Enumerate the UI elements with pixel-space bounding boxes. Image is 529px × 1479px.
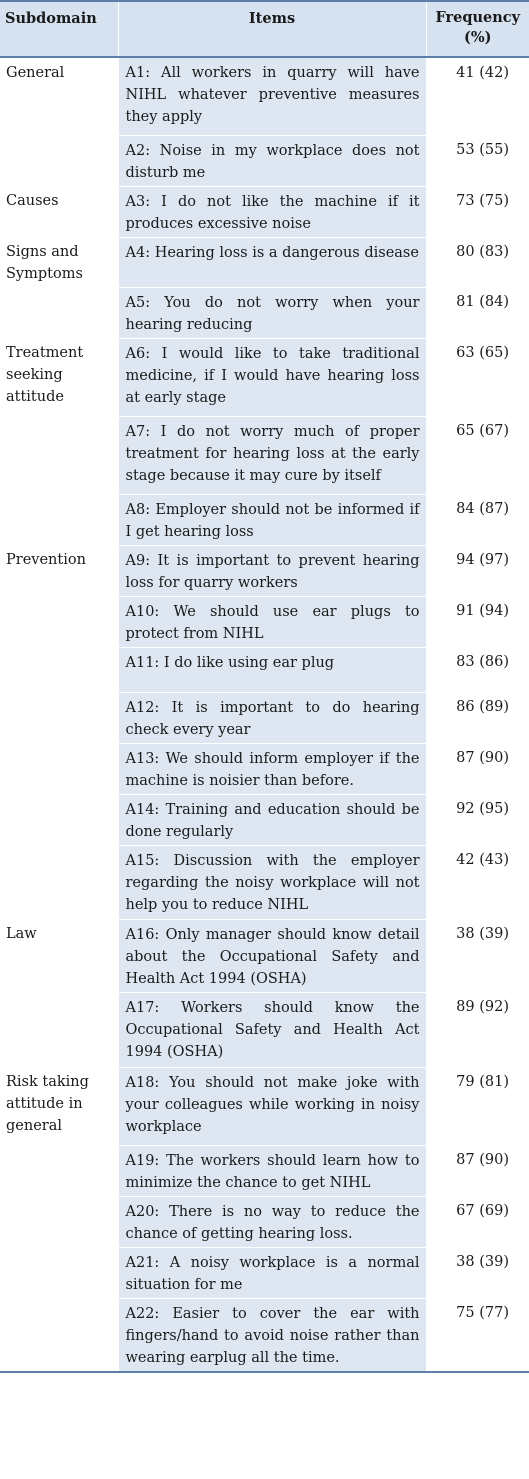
item-cell: A13: We should inform employer if the machine is noisier than before. [118, 743, 426, 794]
frequency-cell: 84 (87) [426, 494, 529, 545]
header-subdomain: Subdomain [0, 1, 118, 57]
table-row [0, 186, 529, 237]
frequency-cell: 38 (39) [426, 1247, 529, 1298]
subdomain-cell [0, 1298, 118, 1372]
frequency-cell: 87 (90) [426, 743, 529, 794]
subdomain-cell [0, 1247, 118, 1298]
frequency-cell: 92 (95) [426, 794, 529, 845]
subdomain-cell [0, 794, 118, 845]
table-row [0, 919, 529, 992]
item-cell: A19: The workers should learn how to minimize the chance to get NIHL [118, 1145, 426, 1196]
table-row [0, 692, 529, 743]
item-cell: A22: Easier to cover the ear with fingers/hand to avoid noise rather than wearing earplug all the time. [118, 1298, 426, 1372]
header-row [0, 1, 529, 57]
table-row [0, 545, 529, 596]
frequency-cell: 91 (94) [426, 596, 529, 647]
frequency-cell: 86 (89) [426, 692, 529, 743]
header-items: Items [118, 1, 426, 57]
item-cell: A17: Workers should know the Occupational Safety and Health Act 1994 (OSHA) [118, 992, 426, 1067]
subdomain-cell [0, 596, 118, 647]
subdomain-cell [0, 1145, 118, 1196]
table-row [0, 794, 529, 845]
item-cell: A2: Noise in my workplace does not disturb me [118, 135, 426, 186]
table-row [0, 743, 529, 794]
table-row [0, 494, 529, 545]
frequency-cell: 81 (84) [426, 287, 529, 338]
table-row [0, 1067, 529, 1145]
header-frequency: Frequency (%) [426, 1, 529, 57]
item-cell: A18: You should not make joke with your colleagues while working in noisy workplace [118, 1067, 426, 1145]
subdomain-cell [0, 992, 118, 1067]
item-cell: A5: You do not worry when your hearing reducing [118, 287, 426, 338]
frequency-cell: 38 (39) [426, 919, 529, 992]
table-row [0, 1196, 529, 1247]
table-row [0, 992, 529, 1067]
frequency-cell: 63 (65) [426, 338, 529, 416]
item-cell: A3: I do not like the machine if it produces excessive noise [118, 186, 426, 237]
table-row [0, 57, 529, 135]
item-cell: A7: I do not worry much of proper treatment for hearing loss at the early stage because it may cure by itself [118, 416, 426, 494]
table-row [0, 135, 529, 186]
subdomain-cell [0, 743, 118, 794]
item-cell: A15: Discussion with the employer regarding the noisy workplace will not help you to reduce NIHL [118, 845, 426, 919]
item-cell: A10: We should use ear plugs to protect from NIHL [118, 596, 426, 647]
table-row [0, 596, 529, 647]
frequency-cell: 79 (81) [426, 1067, 529, 1145]
frequency-cell: 94 (97) [426, 545, 529, 596]
subdomain-cell: Signs and Symptoms [0, 237, 118, 287]
item-cell: A4: Hearing loss is a dangerous disease [118, 237, 426, 287]
frequency-cell: 89 (92) [426, 992, 529, 1067]
subdomain-cell [0, 135, 118, 186]
item-cell: A6: I would like to take traditional medicine, if I would have hearing loss at early stage [118, 338, 426, 416]
subdomain-cell: Law [0, 919, 118, 992]
frequency-cell: 73 (75) [426, 186, 529, 237]
frequency-cell: 65 (67) [426, 416, 529, 494]
frequency-cell: 67 (69) [426, 1196, 529, 1247]
subdomain-cell: Prevention [0, 545, 118, 596]
frequency-cell: 41 (42) [426, 57, 529, 135]
table-row [0, 1298, 529, 1372]
subdomain-cell [0, 287, 118, 338]
subdomain-cell: Causes [0, 186, 118, 237]
table-row [0, 416, 529, 494]
table-header [0, 1, 529, 57]
item-cell: A16: Only manager should know detail about the Occupational Safety and Health Act 1994 (OSHA) [118, 919, 426, 992]
table-row [0, 647, 529, 692]
table-body [0, 57, 529, 1372]
subdomain-cell [0, 1196, 118, 1247]
table-row [0, 1247, 529, 1298]
frequency-cell: 83 (86) [426, 647, 529, 692]
frequency-cell: 75 (77) [426, 1298, 529, 1372]
subdomain-cell [0, 494, 118, 545]
subdomain-cell: Treatment seeking attitude [0, 338, 118, 416]
frequency-cell: 42 (43) [426, 845, 529, 919]
subdomain-cell [0, 416, 118, 494]
item-cell: A9: It is important to prevent hearing loss for quarry workers [118, 545, 426, 596]
table-row [0, 338, 529, 416]
table-row [0, 845, 529, 919]
table-row [0, 287, 529, 338]
item-cell: A12: It is important to do hearing check every year [118, 692, 426, 743]
subdomain-cell: General [0, 57, 118, 135]
item-cell: A20: There is no way to reduce the chance of getting hearing loss. [118, 1196, 426, 1247]
subdomain-cell [0, 845, 118, 919]
item-cell: A21: A noisy workplace is a normal situation for me [118, 1247, 426, 1298]
item-cell: A11: I do like using ear plug [118, 647, 426, 692]
table-row [0, 237, 529, 287]
subdomain-cell [0, 647, 118, 692]
subdomain-cell: Risk taking attitude in general [0, 1067, 118, 1145]
frequency-cell: 87 (90) [426, 1145, 529, 1196]
table-row [0, 1145, 529, 1196]
item-cell: A1: All workers in quarry will have NIHL whatever preventive measures they apply [118, 57, 426, 135]
frequency-cell: 80 (83) [426, 237, 529, 287]
item-cell: A8: Employer should not be informed if I get hearing loss [118, 494, 426, 545]
item-cell: A14: Training and education should be done regularly [118, 794, 426, 845]
frequency-cell: 53 (55) [426, 135, 529, 186]
subdomain-cell [0, 692, 118, 743]
